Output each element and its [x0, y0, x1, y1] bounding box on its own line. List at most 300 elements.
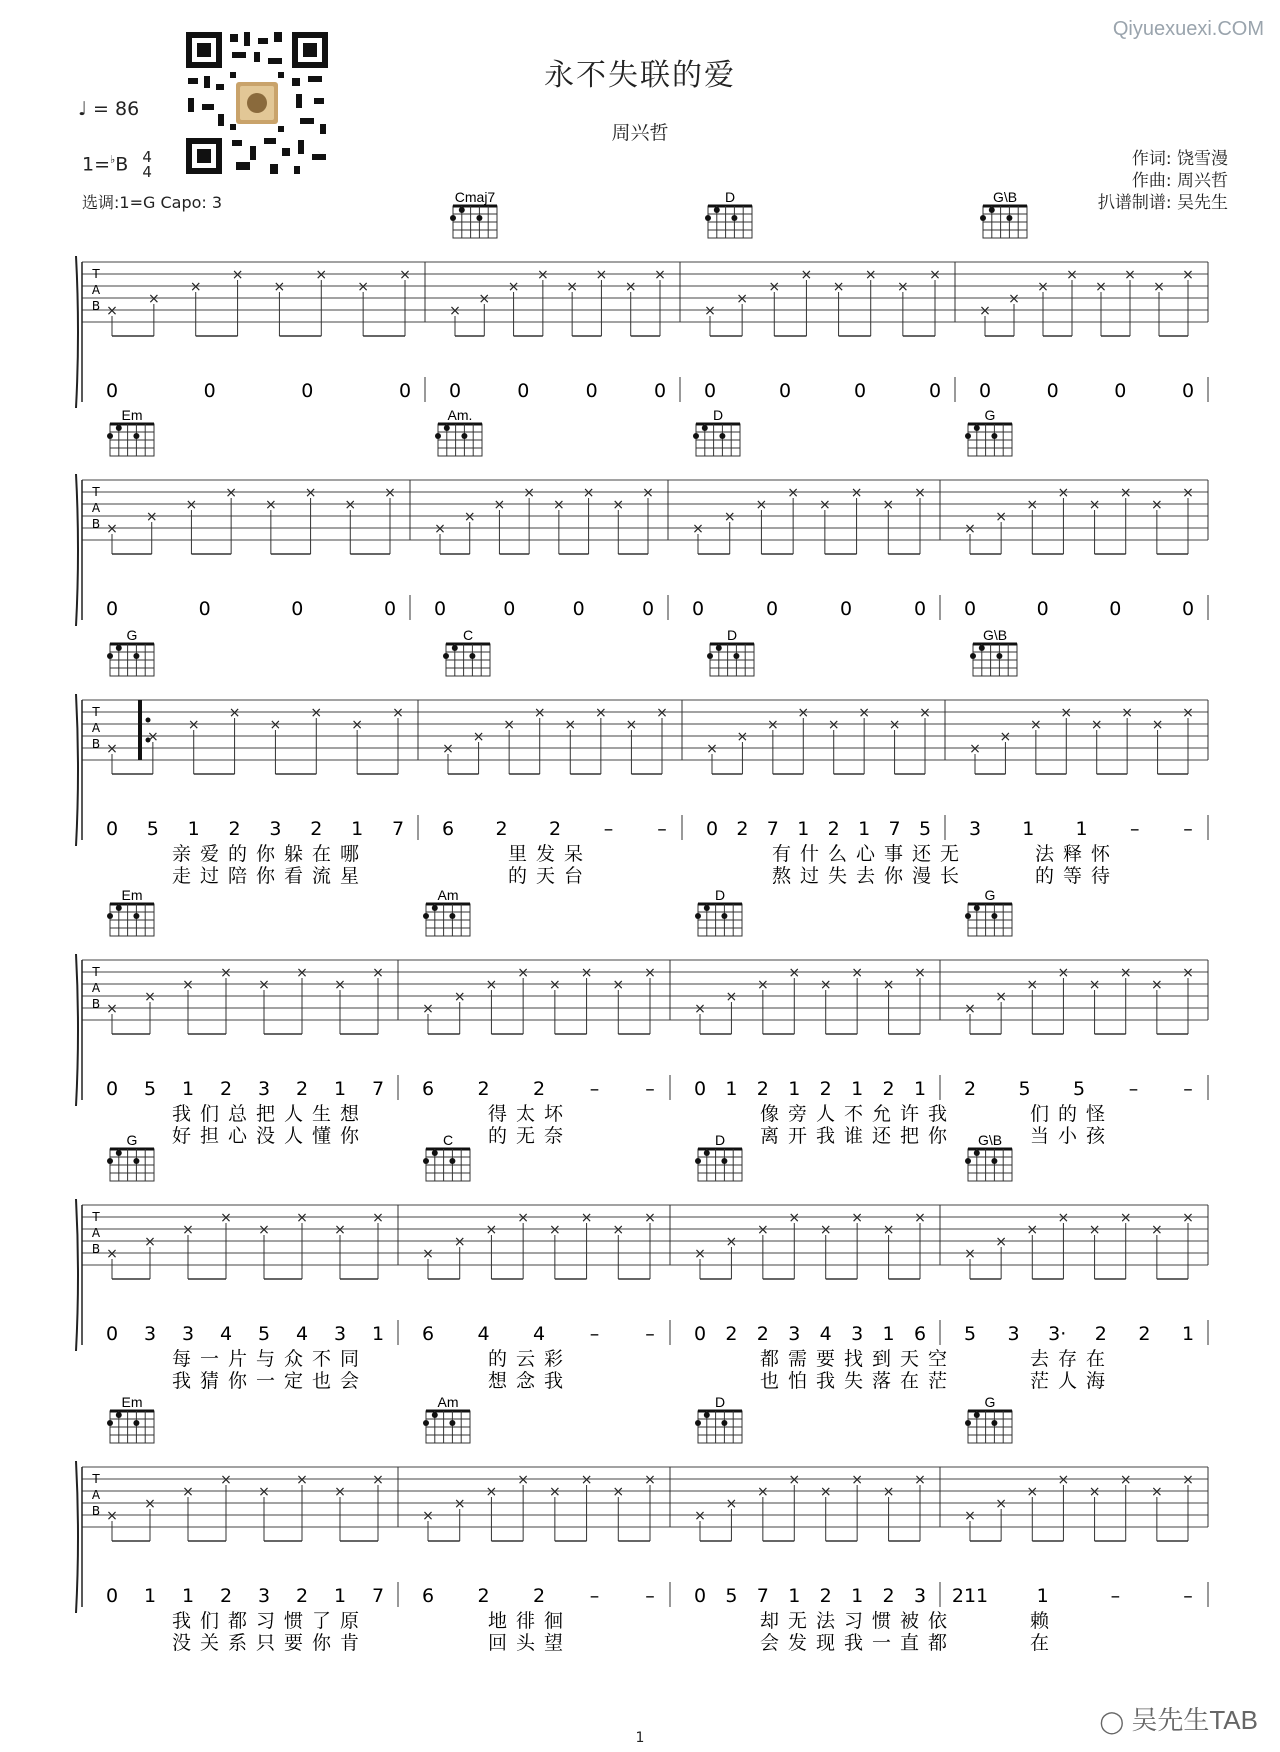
- chord-name: C: [462, 627, 474, 643]
- jianpu-note: 1: [1036, 1585, 1049, 1607]
- svg-text:×: ×: [704, 303, 716, 319]
- svg-text:×: ×: [788, 1472, 801, 1488]
- lyric-line-1: 地徘徊: [488, 1610, 573, 1632]
- chord-name: D: [726, 627, 738, 643]
- svg-text:T: T: [92, 485, 100, 499]
- jianpu-note: 2: [1138, 1323, 1151, 1345]
- jianpu-note: 6: [421, 1585, 435, 1607]
- svg-text:×: ×: [914, 1472, 926, 1488]
- svg-text:×: ×: [145, 509, 158, 525]
- chord-name: G\B: [982, 627, 1008, 643]
- lyric-line-1: 们的怪: [1030, 1103, 1115, 1125]
- svg-text:×: ×: [756, 1484, 769, 1500]
- jianpu-note: 4: [219, 1323, 233, 1345]
- jianpu-note: 6: [421, 1323, 435, 1345]
- jianpu-note: 2: [495, 818, 508, 840]
- jianpu-note: 1: [858, 818, 871, 840]
- svg-text:×: ×: [644, 965, 656, 981]
- lyric-line-1: 每一片与众不同: [172, 1348, 369, 1370]
- lyric-line-1: 像旁人不允许我: [760, 1103, 957, 1125]
- svg-text:×: ×: [755, 497, 768, 513]
- jianpu-note: 2: [295, 1585, 309, 1607]
- jianpu-note: 0: [693, 1078, 707, 1100]
- jianpu-note: 6: [441, 818, 455, 840]
- chord-name: D: [714, 887, 726, 903]
- svg-text:×: ×: [334, 977, 346, 993]
- jianpu-note: 2: [819, 1078, 832, 1100]
- svg-text:T: T: [92, 705, 100, 719]
- jianpu-note: 1: [333, 1585, 347, 1607]
- jianpu-note: 2: [963, 1078, 977, 1100]
- tempo-value: = 86: [93, 98, 140, 120]
- jianpu-note: 2: [756, 1323, 769, 1345]
- staff-system-5: [0, 1394, 1280, 1654]
- svg-text:×: ×: [888, 717, 901, 733]
- jianpu-note: 0: [198, 598, 211, 620]
- svg-text:×: ×: [1151, 717, 1164, 733]
- time-sig-top: 4: [142, 148, 152, 166]
- svg-text:×: ×: [1060, 705, 1073, 721]
- jianpu-note: 1: [181, 1078, 195, 1100]
- svg-text:×: ×: [372, 1210, 384, 1226]
- jianpu-note: –: [645, 1323, 655, 1345]
- jianpu-note: 0: [1109, 598, 1122, 620]
- svg-text:×: ×: [548, 977, 561, 993]
- svg-text:×: ×: [269, 717, 282, 733]
- svg-text:×: ×: [106, 1001, 118, 1017]
- svg-text:×: ×: [723, 509, 736, 525]
- svg-text:×: ×: [144, 989, 156, 1005]
- svg-text:×: ×: [399, 267, 411, 283]
- lyric-line-1: 里发呆: [508, 843, 593, 865]
- svg-text:×: ×: [1182, 267, 1194, 283]
- jianpu-note: 7: [766, 818, 779, 840]
- chord-name: Am: [437, 887, 459, 903]
- svg-text:×: ×: [1088, 1484, 1101, 1500]
- key-signature: 1=♭B 4 4: [82, 148, 152, 181]
- svg-text:×: ×: [919, 705, 931, 721]
- svg-text:×: ×: [231, 267, 244, 283]
- svg-text:×: ×: [819, 1484, 832, 1500]
- svg-text:×: ×: [625, 717, 638, 733]
- jianpu-note: 0: [448, 380, 462, 402]
- jianpu-note: 0: [839, 598, 853, 620]
- lyric-line-1: 法释怀: [1035, 843, 1120, 865]
- jianpu-note: 0: [1036, 598, 1049, 620]
- lyric-line-2: 当小孩: [1030, 1125, 1115, 1147]
- svg-text:×: ×: [642, 485, 654, 501]
- svg-text:×: ×: [1153, 279, 1165, 295]
- svg-text:T: T: [92, 1472, 100, 1486]
- jianpu-note: –: [589, 1078, 600, 1100]
- svg-text:×: ×: [756, 1222, 769, 1238]
- svg-text:×: ×: [296, 1472, 308, 1488]
- jianpu-note: 0: [433, 598, 447, 620]
- svg-text:×: ×: [882, 977, 895, 993]
- svg-text:×: ×: [995, 509, 1008, 525]
- svg-text:×: ×: [548, 1222, 561, 1238]
- chord-name: G: [984, 887, 996, 903]
- svg-text:B: B: [91, 299, 101, 313]
- svg-text:×: ×: [422, 1001, 434, 1017]
- svg-text:×: ×: [1124, 267, 1136, 283]
- jianpu-note: 1: [788, 1078, 801, 1100]
- jianpu-note: 1: [371, 1323, 385, 1345]
- svg-text:×: ×: [929, 267, 941, 283]
- svg-text:×: ×: [766, 717, 779, 733]
- jianpu-note: 1: [1075, 818, 1088, 840]
- svg-text:A: A: [91, 283, 101, 297]
- svg-text:×: ×: [694, 1246, 706, 1262]
- svg-text:×: ×: [564, 717, 577, 733]
- svg-text:×: ×: [582, 485, 595, 501]
- jianpu-note: 2: [310, 818, 323, 840]
- svg-text:T: T: [92, 267, 100, 281]
- svg-text:×: ×: [106, 303, 118, 319]
- svg-text:×: ×: [106, 1246, 118, 1262]
- chord-diagram-0-1: [450, 189, 497, 238]
- jianpu-note: 0: [572, 598, 585, 620]
- svg-text:×: ×: [1119, 1472, 1132, 1488]
- svg-text:×: ×: [1119, 1210, 1132, 1226]
- jianpu-note: 1: [143, 1585, 157, 1607]
- svg-text:×: ×: [818, 497, 831, 513]
- svg-text:×: ×: [1182, 965, 1194, 981]
- svg-text:×: ×: [258, 1484, 270, 1500]
- chord-name: G: [984, 407, 996, 423]
- svg-text:×: ×: [1057, 965, 1070, 981]
- svg-text:×: ×: [296, 965, 308, 981]
- chord-name: Am.: [447, 407, 473, 423]
- svg-text:×: ×: [1088, 1222, 1101, 1238]
- svg-text:B: B: [91, 1504, 101, 1518]
- chord-diagram-4-1: [423, 1132, 470, 1181]
- jianpu-note: 0: [291, 598, 304, 620]
- svg-text:×: ×: [882, 1222, 895, 1238]
- svg-text:×: ×: [594, 705, 607, 721]
- jianpu-note: 1: [1022, 818, 1035, 840]
- svg-text:×: ×: [220, 1472, 232, 1488]
- svg-text:×: ×: [612, 1222, 625, 1238]
- jianpu-note: 3: [1007, 1323, 1020, 1345]
- jianpu-note: 0: [1181, 380, 1195, 402]
- jianpu-note: 0: [693, 1585, 707, 1607]
- jianpu-note: 6: [421, 1078, 435, 1100]
- svg-text:×: ×: [1026, 1222, 1039, 1238]
- svg-text:T: T: [92, 1210, 100, 1224]
- jianpu-note: 0: [913, 598, 927, 620]
- svg-text:×: ×: [453, 1234, 466, 1250]
- lyric-line-2: 我猜你一定也会: [172, 1370, 369, 1392]
- svg-text:×: ×: [580, 1210, 593, 1226]
- svg-text:B: B: [91, 1242, 101, 1256]
- jianpu-note: 4: [477, 1323, 490, 1345]
- key-prefix: 1=: [82, 153, 111, 176]
- chord-diagram-4-3: [965, 1132, 1012, 1181]
- jianpu-note: 7: [888, 818, 901, 840]
- svg-text:×: ×: [1026, 497, 1039, 513]
- jianpu-note: 2: [219, 1585, 233, 1607]
- svg-text:×: ×: [1090, 717, 1103, 733]
- svg-text:×: ×: [864, 267, 877, 283]
- jianpu-note: 0: [765, 598, 779, 620]
- qr-code-image: [182, 28, 332, 178]
- chord-diagram-0-2: [705, 189, 752, 238]
- jianpu-note: 1: [187, 818, 200, 840]
- svg-text:×: ×: [517, 965, 530, 981]
- jianpu-note: 0: [1181, 598, 1195, 620]
- lyric-line-1: 的云彩: [488, 1348, 573, 1370]
- svg-text:×: ×: [914, 1210, 926, 1226]
- svg-text:×: ×: [189, 279, 202, 295]
- svg-text:×: ×: [147, 291, 160, 307]
- jianpu-note: 4: [819, 1323, 832, 1345]
- lyric-line-2: 会发现我一直都: [760, 1632, 957, 1654]
- jianpu-note: 0: [928, 380, 942, 402]
- jianpu-note: 0: [1114, 380, 1127, 402]
- transcriber-credit: 扒谱制谱: 吴先生: [1097, 193, 1228, 213]
- svg-text:A: A: [91, 721, 101, 735]
- staff-system-2: [0, 627, 1280, 887]
- jianpu-note: 0: [105, 1078, 119, 1100]
- chord-diagram-3-1: [423, 887, 470, 936]
- jianpu-note: –: [1183, 1078, 1193, 1100]
- svg-text:B: B: [91, 737, 101, 751]
- jianpu-note: 0: [105, 380, 119, 402]
- svg-text:×: ×: [656, 705, 668, 721]
- svg-text:×: ×: [478, 291, 491, 307]
- svg-text:×: ×: [788, 965, 801, 981]
- svg-text:×: ×: [472, 729, 485, 745]
- jianpu-note: 0: [203, 380, 216, 402]
- svg-text:×: ×: [1057, 1210, 1070, 1226]
- site-watermark: Qiyuexuexi.COM: [1112, 18, 1264, 40]
- svg-text:×: ×: [756, 977, 769, 993]
- svg-text:×: ×: [580, 1472, 593, 1488]
- svg-text:×: ×: [1088, 497, 1101, 513]
- chord-name: D: [724, 189, 736, 205]
- time-sig-bottom: 4: [142, 163, 152, 181]
- jianpu-note: 0: [503, 598, 516, 620]
- svg-text:×: ×: [1066, 267, 1078, 283]
- jianpu-note: 5: [1018, 1078, 1031, 1100]
- svg-text:×: ×: [357, 279, 370, 295]
- jianpu-note: 0: [853, 380, 867, 402]
- chord-name: G\B: [992, 189, 1018, 205]
- svg-text:×: ×: [258, 1222, 270, 1238]
- jianpu-note: 0: [105, 598, 119, 620]
- svg-text:×: ×: [1026, 977, 1039, 993]
- jianpu-note: 0: [641, 598, 655, 620]
- svg-text:×: ×: [372, 1472, 384, 1488]
- svg-text:×: ×: [1029, 717, 1042, 733]
- jianpu-note: 0: [398, 380, 412, 402]
- svg-text:×: ×: [694, 1508, 706, 1524]
- svg-text:×: ×: [964, 1508, 976, 1524]
- lyric-line-1: 都需要找到天空: [760, 1348, 957, 1370]
- lyric-line-1: 我们都习惯了原: [172, 1610, 369, 1632]
- jianpu-note: 3: [788, 1323, 801, 1345]
- chord-name: D: [714, 1132, 726, 1148]
- jianpu-note: 3: [257, 1078, 271, 1100]
- svg-text:×: ×: [1119, 965, 1132, 981]
- jianpu-note: 1: [797, 818, 810, 840]
- svg-text:×: ×: [1182, 1472, 1194, 1488]
- quarter-note-icon: ♩: [78, 98, 87, 120]
- svg-text:×: ×: [449, 303, 461, 319]
- svg-text:×: ×: [351, 717, 364, 733]
- svg-text:×: ×: [819, 1222, 832, 1238]
- jianpu-note: 4: [295, 1323, 309, 1345]
- chord-diagram-4-0: [107, 1132, 154, 1181]
- jianpu-note: 0: [105, 1585, 119, 1607]
- jianpu-note: 1: [351, 818, 364, 840]
- staff-system-1: [0, 407, 1280, 650]
- svg-text:A: A: [91, 1226, 101, 1240]
- svg-text:×: ×: [644, 1472, 656, 1488]
- svg-text:×: ×: [1150, 977, 1163, 993]
- svg-text:×: ×: [503, 717, 516, 733]
- svg-text:×: ×: [146, 729, 159, 745]
- jianpu-note: 0: [105, 1323, 119, 1345]
- svg-text:×: ×: [273, 279, 286, 295]
- chord-diagram-5-0: [107, 1394, 154, 1443]
- jianpu-note: 2: [1094, 1323, 1107, 1345]
- svg-text:×: ×: [800, 267, 813, 283]
- jianpu-note: 1: [882, 1323, 895, 1345]
- svg-text:×: ×: [851, 965, 864, 981]
- svg-text:×: ×: [182, 1484, 194, 1500]
- lyric-line-2: 在: [1030, 1632, 1059, 1654]
- svg-text:×: ×: [612, 497, 625, 513]
- chord-name: G\B: [977, 1132, 1003, 1148]
- svg-text:×: ×: [725, 989, 738, 1005]
- jianpu-note: 3: [333, 1323, 347, 1345]
- jianpu-note: 3: [851, 1323, 864, 1345]
- chord-diagram-3-3: [965, 887, 1012, 936]
- jianpu-note: 3: [913, 1585, 927, 1607]
- jianpu-note: 1: [788, 1585, 801, 1607]
- svg-text:×: ×: [523, 485, 536, 501]
- svg-text:×: ×: [851, 1472, 864, 1488]
- svg-text:×: ×: [850, 485, 863, 501]
- svg-text:×: ×: [1150, 497, 1163, 513]
- jianpu-note: 5: [918, 818, 932, 840]
- jianpu-note: 0: [517, 380, 530, 402]
- chord-name: D: [712, 407, 724, 423]
- svg-text:A: A: [91, 981, 101, 995]
- jianpu-note: 211: [951, 1585, 989, 1607]
- song-title: 永不失联的爱: [544, 58, 736, 93]
- svg-text:×: ×: [736, 291, 749, 307]
- chord-name: Em: [121, 1394, 143, 1410]
- svg-text:×: ×: [485, 1484, 498, 1500]
- lyric-line-1: 有什么心事还无: [772, 843, 969, 865]
- lyric-line-2: 离开我谁还把你: [760, 1125, 957, 1147]
- svg-text:×: ×: [304, 485, 317, 501]
- staff-system-0: [0, 189, 1280, 432]
- jianpu-note: –: [1183, 818, 1193, 840]
- svg-text:×: ×: [612, 977, 625, 993]
- jianpu-note: –: [603, 818, 614, 840]
- svg-text:×: ×: [1088, 977, 1101, 993]
- svg-text:×: ×: [453, 989, 466, 1005]
- svg-text:×: ×: [296, 1210, 308, 1226]
- svg-text:×: ×: [694, 1001, 706, 1017]
- svg-text:×: ×: [995, 1496, 1008, 1512]
- svg-text:×: ×: [372, 965, 384, 981]
- svg-text:×: ×: [725, 1496, 738, 1512]
- chord-diagram-0-3: [980, 189, 1027, 238]
- chord-name: Em: [121, 887, 143, 903]
- jianpu-note: 1: [851, 1078, 864, 1100]
- svg-text:B: B: [91, 517, 101, 531]
- jianpu-note: 3: [181, 1323, 195, 1345]
- svg-text:×: ×: [787, 485, 800, 501]
- lyric-line-2: 回头望: [488, 1632, 573, 1654]
- jianpu-note: 3·: [1048, 1323, 1067, 1345]
- chord-diagram-5-2: [695, 1394, 742, 1443]
- jianpu-note: –: [645, 1585, 655, 1607]
- svg-text:×: ×: [1026, 1484, 1039, 1500]
- jianpu-note: 2: [725, 1323, 738, 1345]
- svg-text:×: ×: [144, 1496, 156, 1512]
- svg-text:B: B: [91, 997, 101, 1011]
- svg-text:×: ×: [485, 1222, 498, 1238]
- svg-text:×: ×: [969, 741, 981, 757]
- jianpu-note: 5: [143, 1078, 157, 1100]
- svg-text:×: ×: [1182, 705, 1194, 721]
- svg-text:×: ×: [964, 1246, 976, 1262]
- svg-text:×: ×: [264, 497, 277, 513]
- lyricist-credit: 作词: 饶雪漫: [1131, 149, 1228, 169]
- svg-text:×: ×: [187, 717, 200, 733]
- jianpu-note: 0: [585, 380, 598, 402]
- chord-name: G: [984, 1394, 996, 1410]
- svg-text:A: A: [91, 1488, 101, 1502]
- key-note: B: [115, 153, 129, 176]
- lyric-line-1: 得太坏: [488, 1103, 573, 1125]
- svg-text:×: ×: [882, 497, 895, 513]
- svg-text:×: ×: [334, 1484, 346, 1500]
- chord-name: D: [714, 1394, 726, 1410]
- time-signature: [142, 150, 152, 180]
- jianpu-note: 1: [851, 1585, 864, 1607]
- svg-text:×: ×: [1057, 1472, 1070, 1488]
- jianpu-note: 5: [1072, 1078, 1086, 1100]
- jianpu-note: 3: [257, 1585, 271, 1607]
- svg-text:×: ×: [258, 977, 270, 993]
- svg-text:×: ×: [334, 1222, 346, 1238]
- composer-credit: 作曲: 周兴哲: [1131, 171, 1228, 191]
- svg-text:×: ×: [1150, 1484, 1163, 1500]
- svg-text:×: ×: [768, 279, 781, 295]
- svg-text:×: ×: [310, 705, 323, 721]
- chord-name: Am: [437, 1394, 459, 1410]
- lyric-line-1: 赖: [1030, 1610, 1059, 1632]
- jianpu-note: 5: [257, 1323, 271, 1345]
- svg-text:×: ×: [144, 1234, 156, 1250]
- jianpu-note: –: [1128, 1078, 1139, 1100]
- svg-text:×: ×: [225, 485, 238, 501]
- svg-text:×: ×: [106, 741, 118, 757]
- jianpu-note: 2: [819, 1585, 832, 1607]
- svg-text:×: ×: [692, 521, 704, 537]
- jianpu-note: –: [657, 818, 667, 840]
- svg-text:×: ×: [533, 705, 546, 721]
- svg-text:×: ×: [1182, 485, 1194, 501]
- jianpu-note: 2: [736, 818, 749, 840]
